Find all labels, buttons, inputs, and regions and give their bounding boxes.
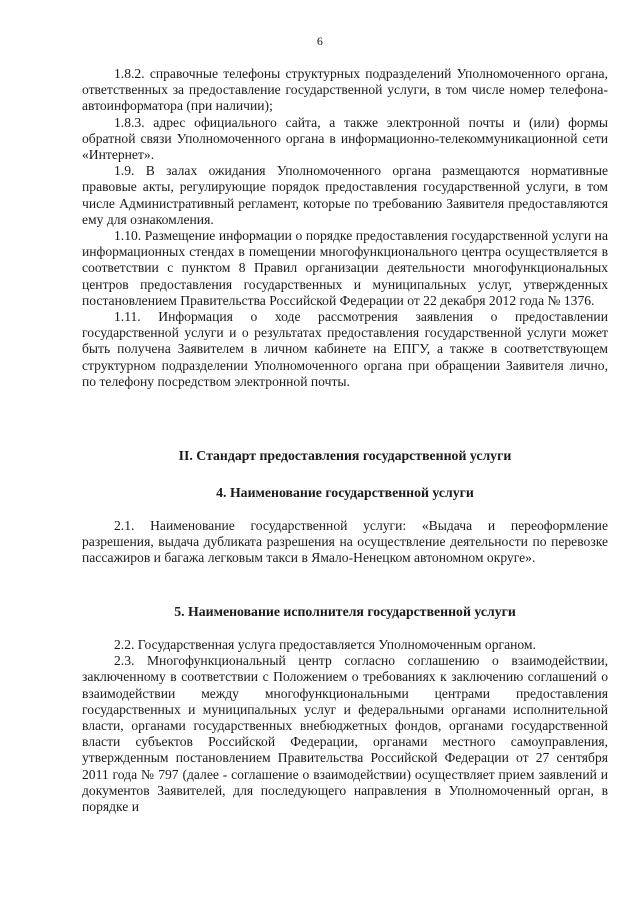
paragraph-2-2: 2.2. Государственная услуга предоставляется Уполномоченным органом. [114,637,536,652]
paragraph-2-3: 2.3. Многофункциональный центр согласно соглашению о взаимодействии, заключенному в соответствии с Положением о требованиях к заключению соглашений о взаимодействии между многофункциональными центрами предоставления государственных и муниципальных услуг и федеральными органами исполнительной власти, органами государственных внебюджетных фондов, органами государственной власти субъектов Российской Федерации, органами местного самоуправления, утвержденным постановлением Правительства Российской Федерации от 27 сентября 2011 года № 797 (далее - соглашение о взаимодействии) осуществляет прием заявлений и документов Заявителей, для последующего направления в Уполномоченный орган, в порядке и [82,653,608,815]
paragraph-2-1: 2.1. Наименование государственной услуги: «Выдача и переоформление разрешения, выдача дубликата разрешения на осуществление деятельности по перевозке пассажиров и багажа легковым такси в Ямало-Ненецком автономном округе». [82,518,608,566]
subheading-service-provider: 5. Наименование исполнителя государственной услуги [174,604,516,619]
paragraph-1-8-2: 1.8.2. справочные телефоны структурных подразделений Уполномоченного органа, ответственных за предоставление государственной услуги, в том числе номер телефона-автоинформатора (при наличии); [82,66,608,114]
subheading-service-name: 4. Наименование государственной услуги [216,485,474,500]
text-block-1 [82,66,608,390]
paragraph-1-9: 1.9. В залах ожидания Уполномоченного органа размещаются нормативные правовые акты, регулирующие порядок предоставления государственной услуги, в том числе Административный регламент, которые по требованию Заявителя предоставляются ему для ознакомления. [82,163,608,227]
paragraph-1-11: 1.11. Информация о ходе рассмотрения заявления о предоставлении государственной услуги и о результатах предоставления государственной услуги может быть получена Заявителем в личном кабинете на ЕПГУ, а также в соответствующем структурном подразделении Уполномоченного органа при обращении Заявителя лично, по телефону посредством электронной почты. [82,309,608,389]
paragraph-1-8-3: 1.8.3. адрес официального сайта, а также электронной почты и (или) формы обратной связи Уполномоченного органа в информационно-телекоммуникационной сети «Интернет». [82,114,608,163]
text-block-2 [82,518,608,567]
section-heading: II. Стандарт предоставления государственной услуги [178,448,512,463]
page-number: 6 [316,34,324,48]
text-block-3 [82,637,608,815]
paragraph-1-10: 1.10. Размещение информации о порядке предоставления государственной услуги на информационных стендах в помещении многофункционального центра осуществляется в соответствии с пунктом 8 Правил организации деятельности многофункциональных центров предоставления государственных и муниципальных услуг, утвержденных постановлением Правительства Российской Федерации от 22 декабря 2012 года № 1376. [82,228,608,308]
